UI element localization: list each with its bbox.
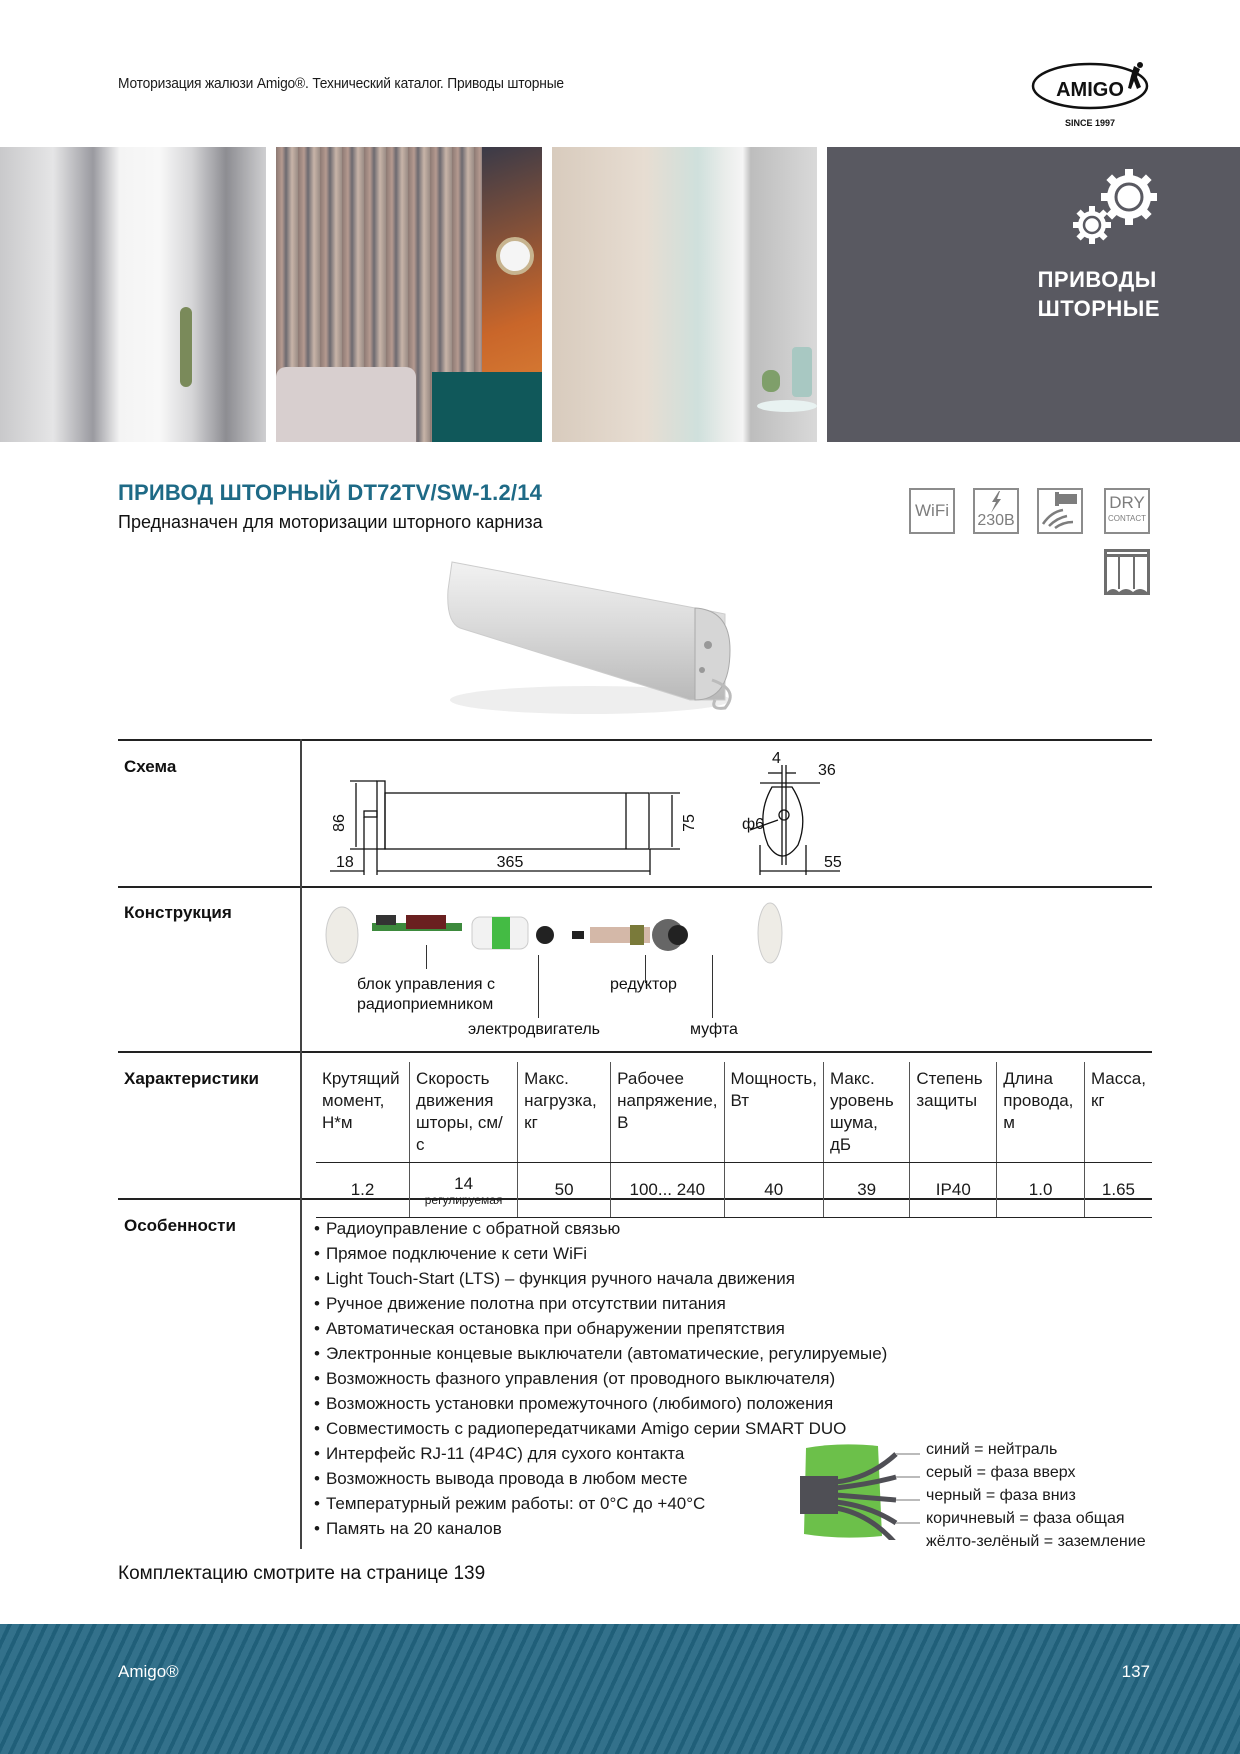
amigo-logo xyxy=(1030,60,1156,130)
feature-item: • Совместимость с радиопередатчиками Amigo серии SMART DUO xyxy=(314,1416,887,1441)
feature-item: • Электронные концевые выключатели (автоматические, регулируемые) xyxy=(314,1341,887,1366)
spec-value-torque: 1.2 xyxy=(316,1163,410,1218)
spec-value-power: 40 xyxy=(724,1163,824,1218)
spec-header-voltage: Рабочее напряжение, В xyxy=(611,1062,724,1163)
spec-speed-note: регулируемая xyxy=(424,1193,503,1207)
spec-value-mass: 1.65 xyxy=(1084,1163,1152,1218)
leader-line xyxy=(426,945,427,969)
page-number: 137 xyxy=(1121,1662,1150,1681)
dim-shaft: ф6 xyxy=(742,816,765,833)
spec-header-noise: Макс. уровень шума, дБ xyxy=(824,1062,910,1163)
category-title xyxy=(1038,265,1160,323)
wiring-cable-icon xyxy=(800,1440,925,1540)
contact-label: CONTACT xyxy=(1107,514,1147,523)
feature-item: • Возможность установки промежуточного (любимого) положения xyxy=(314,1391,887,1416)
part-label-motor: электродвигатель xyxy=(468,1021,600,1038)
section-label-characteristics: Характеристики xyxy=(124,1069,259,1088)
spec-header-protection: Степень защиты xyxy=(910,1062,997,1163)
spec-value-cable: 1.0 xyxy=(997,1163,1085,1218)
feature-item: • Ручное движение полотна при отсутствии питания xyxy=(314,1291,887,1316)
feature-item: • Light Touch-Start (LTS) – функция ручного начала движения xyxy=(314,1266,887,1291)
dim-4: 4 xyxy=(772,750,781,767)
feature-item: • Возможность вывода провода в любом месте xyxy=(314,1466,887,1491)
part-label-control-unit-line1: блок управления с xyxy=(357,976,496,993)
spec-value-load: 50 xyxy=(518,1163,611,1218)
part-label-gearbox: редуктор xyxy=(610,976,677,993)
dry-contact-icon xyxy=(1104,488,1150,534)
dim-86: 86 xyxy=(331,814,348,832)
category-panel xyxy=(827,147,1240,442)
see-page-note: Комплектацию смотрите на странице 139 xyxy=(118,1563,486,1584)
spec-value-protection: IP40 xyxy=(910,1163,997,1218)
radio-motor-icon xyxy=(1037,488,1083,534)
part-label-control-unit-line2: радиоприемником xyxy=(357,996,494,1013)
spec-header-mass: Масса, кг xyxy=(1084,1062,1152,1163)
curtain-icon xyxy=(1104,549,1150,595)
footer xyxy=(0,1624,1240,1754)
wire-item-brown: коричневый = фаза общая xyxy=(926,1510,1125,1527)
photo-white-curtains xyxy=(0,147,266,442)
category-title-line2: ШТОРНЫЕ xyxy=(1037,296,1160,321)
category-title-line1: ПРИВОДЫ xyxy=(1037,267,1157,292)
dim-75: 75 xyxy=(681,814,698,832)
spec-value-voltage: 100... 240 xyxy=(611,1163,724,1218)
spec-value-speed-cell xyxy=(410,1163,518,1218)
spec-header-load: Макс. нагрузка, кг xyxy=(518,1062,611,1163)
product-title: ПРИВОД ШТОРНЫЙ DT72TV/SW-1.2/14 xyxy=(118,480,543,505)
leader-line xyxy=(538,955,539,1018)
spec-header-speed: Скорость движения шторы, см/с xyxy=(410,1062,518,1163)
spec-header-torque: Крутящий момент, Н*м xyxy=(316,1062,410,1163)
voltage-icon xyxy=(973,488,1019,534)
product-subtitle: Предназначен для моторизации шторного карниза xyxy=(118,512,543,532)
section-label-features: Особенности xyxy=(124,1216,236,1235)
dim-55: 55 xyxy=(824,854,842,871)
part-label-coupling: муфта xyxy=(690,1021,738,1038)
dim-365: 365 xyxy=(496,854,524,871)
gears-icon xyxy=(1067,167,1167,247)
motor-product-image xyxy=(440,550,750,730)
dim-18: 18 xyxy=(336,854,354,871)
leader-line xyxy=(712,955,713,1018)
dimension-drawing xyxy=(320,745,880,880)
feature-item: • Автоматическая остановка при обнаружении препятствия xyxy=(314,1316,887,1341)
feature-item: • Возможность фазного управления (от проводного выключателя) xyxy=(314,1366,887,1391)
divider xyxy=(300,739,302,1549)
dry-label: DRY xyxy=(1109,493,1145,512)
dim-36: 36 xyxy=(818,762,836,779)
wire-item-grey: серый = фаза вверх xyxy=(926,1464,1076,1481)
spec-value-speed: 14 xyxy=(454,1174,474,1193)
wifi-icon xyxy=(909,488,955,534)
spec-header-power: Мощность, Вт xyxy=(724,1062,824,1163)
footer-brand: Amigo® xyxy=(118,1662,179,1681)
section-label-construction: Конструкция xyxy=(124,903,232,922)
feature-item: • Интерфейс RJ-11 (4P4C) для сухого контакта xyxy=(314,1441,887,1466)
specs-table xyxy=(316,1062,1152,1218)
divider xyxy=(118,1051,1152,1053)
photo-patterned-curtains xyxy=(276,147,542,442)
spec-header-cable: Длина провода, м xyxy=(997,1062,1085,1163)
logo-since: SINCE 1997 xyxy=(1064,118,1116,128)
spec-value-noise: 39 xyxy=(824,1163,910,1218)
feature-item: • Прямое подключение к сети WiFi xyxy=(314,1241,887,1266)
exploded-view xyxy=(320,895,800,970)
divider xyxy=(118,886,1152,888)
feature-item: • Память на 20 каналов xyxy=(314,1516,887,1541)
part-label-control-unit xyxy=(357,975,495,1015)
voltage-label: 230В xyxy=(977,512,1015,529)
divider xyxy=(118,739,1152,741)
wire-item-blue: синий = нейтраль xyxy=(926,1441,1058,1458)
wifi-label: WiFi xyxy=(915,501,949,520)
specs-value-row xyxy=(316,1163,1152,1218)
feature-item: • Радиоуправление с обратной связью xyxy=(314,1216,887,1241)
section-label-scheme: Схема xyxy=(124,757,177,776)
feature-item: • Температурный режим работы: от 0°С до +40°С xyxy=(314,1491,887,1516)
catalog-header-title: Моторизация жалюзи Amigo®. Технический каталог. Приводы шторные xyxy=(118,75,564,92)
specs-header-row xyxy=(316,1062,1152,1163)
photo-sheer-curtains xyxy=(552,147,817,442)
wire-item-yellow-green: жёлто-зелёный = заземление xyxy=(926,1533,1146,1550)
wiring-legend xyxy=(926,1438,1146,1553)
wire-item-black: черный = фаза вниз xyxy=(926,1487,1076,1504)
logo-text: AMIGO xyxy=(1056,79,1124,101)
